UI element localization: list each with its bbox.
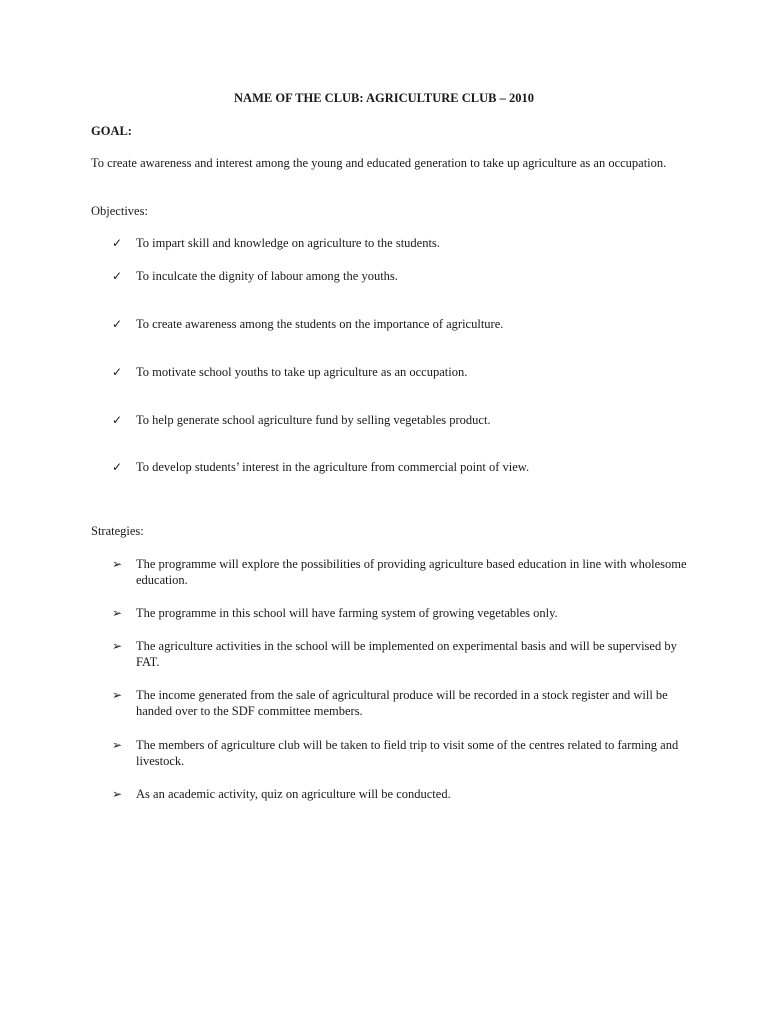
goal-text: To create awareness and interest among the young and educated generation to take up agriculture as an occupation. — [91, 156, 667, 170]
strategy-text: The agriculture activities in the school will be implemented on experimental basis and will be supervised by FAT. — [136, 639, 677, 669]
arrow-bullet-icon: ➢ — [112, 639, 123, 653]
arrow-bullet-icon: ➢ — [112, 557, 123, 571]
objective-text: To develop students’ interest in the agriculture from commercial point of view. — [136, 460, 530, 474]
strategy-text: The programme in this school will have farming system of growing vegetables only. — [136, 606, 558, 620]
objective-text: To create awareness among the students on the importance of agriculture. — [136, 317, 504, 331]
strategy-text: As an academic activity, quiz on agriculture will be conducted. — [136, 787, 451, 801]
arrow-bullet-icon: ➢ — [112, 738, 123, 752]
checkmark-icon: ✓ — [112, 236, 123, 250]
strategies-heading: Strategies: — [91, 524, 144, 538]
goal-heading: GOAL: — [91, 124, 132, 138]
checkmark-icon: ✓ — [112, 317, 123, 331]
objective-text: To inculcate the dignity of labour among the youths. — [136, 269, 398, 283]
checkmark-icon: ✓ — [112, 269, 123, 283]
objective-text: To motivate school youths to take up agriculture as an occupation. — [136, 365, 468, 379]
checkmark-icon: ✓ — [112, 413, 123, 427]
strategy-text: The members of agriculture club will be taken to field trip to visit some of the centres related to farming and livestock. — [136, 738, 679, 768]
strategy-text: The income generated from the sale of agricultural produce will be recorded in a stock register and will be handed over to the SDF committee members. — [136, 688, 668, 718]
objective-text: To help generate school agriculture fund by selling vegetables product. — [136, 413, 491, 427]
objective-text: To impart skill and knowledge on agriculture to the students. — [136, 236, 440, 250]
document-title: NAME OF THE CLUB: AGRICULTURE CLUB – 2010 — [234, 91, 534, 105]
arrow-bullet-icon: ➢ — [112, 787, 123, 801]
checkmark-icon: ✓ — [112, 365, 123, 379]
arrow-bullet-icon: ➢ — [112, 606, 123, 620]
arrow-bullet-icon: ➢ — [112, 688, 123, 702]
strategy-text: The programme will explore the possibilities of providing agriculture based education in line with wholesome education. — [136, 557, 687, 587]
checkmark-icon: ✓ — [112, 460, 123, 474]
objectives-heading: Objectives: — [91, 204, 148, 218]
